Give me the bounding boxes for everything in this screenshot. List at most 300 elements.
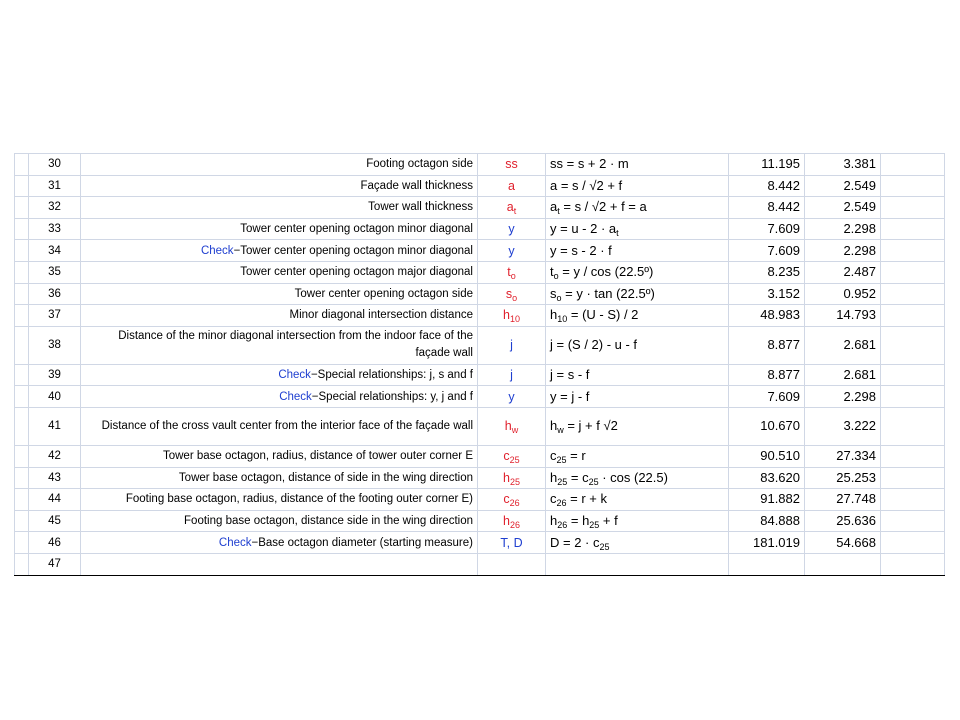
formula-cell[interactable] [546,240,729,262]
check-label: Check [200,244,234,257]
symbol-text: h [503,470,510,485]
row-gutter-cell[interactable] [15,510,29,532]
check-label: Check [278,369,311,382]
symbol-cell[interactable] [478,218,546,240]
table-row [15,240,945,262]
description-text: Façade wall thickness [360,179,473,192]
row-gutter-cell[interactable] [15,532,29,554]
value-cell-2[interactable] [805,445,881,467]
description-text: Distance of the cross vault center from the interior face of the façade wall [101,419,473,432]
formula-text: = r [566,448,586,464]
row-number-cell[interactable] [29,532,81,554]
row-number-cell[interactable] [29,261,81,283]
value-1: 91.882 [760,491,800,507]
value-2: 25.253 [836,469,876,485]
table-row [15,305,945,327]
symbol-cell[interactable] [478,532,546,554]
symbol-cell[interactable] [478,240,546,262]
formula-text: h [550,513,558,529]
empty-cell[interactable] [881,305,945,327]
row-number-cell[interactable] [29,553,81,575]
formula-text: = (U - S) / 2 [567,307,639,323]
description-cell[interactable] [81,532,478,554]
symbol-text: t [507,265,511,280]
row-number: 34 [48,244,61,257]
value-2: 3.381 [843,156,876,172]
empty-cell[interactable] [881,154,945,176]
row-number-cell[interactable] [29,445,81,467]
value-1: 11.195 [761,156,800,172]
value-cell-2[interactable] [805,467,881,489]
symbol-text: j [510,368,513,383]
formula-text: y = u - 2 · a [550,221,617,237]
formula-cell[interactable] [546,154,729,176]
description-text: Distance of the minor diagonal intersection from the indoor face of the façade wall [118,330,473,360]
formula-text: c [550,491,557,507]
table-row [15,197,945,219]
value-2: 27.748 [836,491,876,507]
value-cell-1[interactable] [729,197,805,219]
description-text: Tower center opening octagon minor diagonal [240,223,473,236]
value-cell-1[interactable] [729,489,805,511]
row-gutter-cell[interactable] [15,489,29,511]
description-cell[interactable] [81,240,478,262]
formula-text: h [550,418,558,434]
value-cell-2[interactable] [805,510,881,532]
description-cell[interactable] [81,510,478,532]
formula-text: = c [567,469,589,485]
description-cell[interactable] [81,445,478,467]
value-cell-2[interactable] [805,326,881,364]
table-row [15,467,945,489]
value-cell-1[interactable] [729,175,805,197]
row-number: 42 [48,450,61,463]
formula-cell[interactable] [546,364,729,386]
value-1: 90.510 [760,448,800,464]
value-2: 2.549 [843,177,876,193]
check-separator: − [233,244,241,257]
table-row [15,407,945,445]
description-text: Footing base octagon, radius, distance of the footing outer corner E) [125,493,473,506]
empty-cell[interactable] [881,467,945,489]
symbol-cell[interactable] [478,197,546,219]
formula-text: D = 2 · c [550,534,600,550]
value-2: 27.334 [836,448,876,464]
formula-text: s [550,285,557,301]
row-number: 30 [48,158,61,171]
symbol-text: c [503,492,510,507]
symbol-text: ss [505,157,518,172]
empty-cell[interactable] [881,407,945,445]
formula-subscript: 25 [589,520,600,531]
value-cell-2[interactable] [805,489,881,511]
symbol-cell[interactable] [478,386,546,408]
symbol-cell[interactable] [478,305,546,327]
symbol-text: c [503,449,510,464]
row-gutter-cell[interactable] [15,154,29,176]
formula-text: y = j - f [550,388,590,404]
value-1: 8.442 [767,177,800,193]
formula-text: + f [599,513,618,529]
row-number-cell[interactable] [29,240,81,262]
row-number: 44 [48,493,61,506]
description-cell[interactable] [81,154,478,176]
symbol-subscript: w [511,425,519,436]
value-cell-1[interactable] [729,553,805,575]
description-cell[interactable] [81,218,478,240]
value-cell-2[interactable] [805,532,881,554]
symbol-cell[interactable] [478,407,546,445]
spreadsheet [14,153,944,576]
symbol-subscript: o [512,292,518,303]
value-cell-1[interactable] [729,445,805,467]
row-number: 39 [48,369,61,382]
row-number: 32 [48,201,61,214]
table-row [15,364,945,386]
formula-subscript: 25 [556,455,567,466]
description-cell[interactable] [81,553,478,575]
value-cell-2[interactable] [805,305,881,327]
row-number: 41 [48,420,61,433]
table-row [15,386,945,408]
row-number: 47 [48,558,61,571]
value-1: 8.877 [767,337,800,353]
formula-text: h [550,469,558,485]
symbol-text: y [508,389,515,404]
empty-cell[interactable] [881,489,945,511]
row-number: 45 [48,515,61,528]
value-1: 7.609 [767,242,800,258]
formula-text: · cos (22.5) [598,469,668,485]
formula-subscript: 25 [599,541,610,552]
value-1: 3.152 [767,285,800,301]
row-gutter-cell[interactable] [15,283,29,305]
value-2: 14.793 [836,307,876,323]
value-cell-2[interactable] [805,364,881,386]
description-cell[interactable] [81,197,478,219]
empty-cell[interactable] [881,218,945,240]
row-number-cell[interactable] [29,305,81,327]
formula-text: c [550,448,557,464]
formula-cell[interactable] [546,261,729,283]
formula-cell[interactable] [546,489,729,511]
row-number-cell[interactable] [29,197,81,219]
symbol-cell[interactable] [478,283,546,305]
formula-cell[interactable] [546,175,729,197]
formula-text: = r + k [566,491,607,507]
row-number: 37 [48,309,61,322]
formula-subscript: t [616,228,619,239]
formula-cell[interactable] [546,510,729,532]
description-cell[interactable] [81,283,478,305]
row-gutter-cell[interactable] [15,553,29,575]
description-cell[interactable] [81,407,478,445]
value-cell-1[interactable] [729,305,805,327]
description-text: Tower center opening octagon side [294,287,473,300]
symbol-text: h [503,514,510,529]
formula-subscript: 26 [557,520,568,531]
formula-text: y = s - 2 · f [550,242,612,258]
formula-text: = y · tan (22.5º) [561,285,655,301]
symbol-subscript: 25 [509,455,520,466]
value-cell-2[interactable] [805,218,881,240]
symbol-cell[interactable] [478,553,546,575]
row-gutter-cell[interactable] [15,364,29,386]
row-gutter-cell[interactable] [15,407,29,445]
formula-cell[interactable] [546,467,729,489]
formula-text: j = s - f [550,367,590,383]
value-cell-1[interactable] [729,532,805,554]
table-row [15,326,945,364]
formula-cell[interactable] [546,386,729,408]
symbol-cell[interactable] [478,445,546,467]
symbol-text: j [510,338,513,353]
formula-cell[interactable] [546,305,729,327]
table-row [15,154,945,176]
symbol-cell[interactable] [478,510,546,532]
row-gutter-cell[interactable] [15,175,29,197]
value-2: 3.222 [843,418,876,434]
value-1: 8.877 [767,367,800,383]
row-number-cell[interactable] [29,407,81,445]
formula-cell[interactable] [546,326,729,364]
empty-cell[interactable] [881,261,945,283]
symbol-text: s [505,286,513,301]
formula-text: j = (S / 2) - u - f [550,337,638,353]
formula-cell[interactable] [546,197,729,219]
value-cell-1[interactable] [729,154,805,176]
description-text: Tower base octagon, radius, distance of tower outer corner E [162,450,473,463]
value-cell-1[interactable] [729,283,805,305]
symbol-cell[interactable] [478,467,546,489]
value-cell-2[interactable] [805,553,881,575]
value-1: 181.019 [753,534,800,550]
row-number: 36 [48,287,61,300]
row-number-cell[interactable] [29,218,81,240]
check-separator: − [310,369,318,382]
symbol-cell[interactable] [478,326,546,364]
value-cell-1[interactable] [729,240,805,262]
symbol-subscript: t [513,206,517,217]
table-row [15,553,945,575]
row-gutter-cell[interactable] [15,218,29,240]
formula-text: t [550,264,554,280]
symbol-text: a [508,178,515,193]
symbol-text: h [504,419,512,434]
formula-text: a [550,199,558,215]
table-row [15,445,945,467]
row-gutter-cell[interactable] [15,240,29,262]
row-gutter-cell[interactable] [15,326,29,364]
value-1: 48.983 [760,307,800,323]
value-cell-2[interactable] [805,154,881,176]
symbol-text: a [506,200,514,215]
empty-cell[interactable] [881,326,945,364]
value-2: 2.298 [843,242,876,258]
formula-cell[interactable] [546,532,729,554]
description-text: Tower wall thickness [368,201,473,214]
value-1: 8.442 [767,199,800,215]
symbol-cell[interactable] [478,154,546,176]
row-number: 43 [48,471,61,484]
formula-cell[interactable] [546,407,729,445]
formula-text: = j + f √2 [563,418,618,434]
formula-cell[interactable] [546,283,729,305]
value-cell-2[interactable] [805,283,881,305]
value-2: 0.952 [843,285,876,301]
empty-cell[interactable] [881,364,945,386]
empty-cell[interactable] [881,553,945,575]
empty-cell[interactable] [881,532,945,554]
description-text: Footing octagon side [366,158,473,171]
empty-cell[interactable] [881,386,945,408]
value-2: 2.298 [843,221,876,237]
value-2: 2.549 [843,199,876,215]
formula-cell[interactable] [546,445,729,467]
symbol-cell[interactable] [478,489,546,511]
row-number-cell[interactable] [29,364,81,386]
value-1: 10.670 [760,418,800,434]
value-cell-1[interactable] [729,510,805,532]
value-2: 25.636 [836,513,876,529]
symbol-cell[interactable] [478,175,546,197]
description-text: Tower base octagon, distance of side in the wing direction [178,471,473,484]
table-row [15,489,945,511]
value-1: 84.888 [760,513,800,529]
value-1: 7.609 [767,221,800,237]
check-label: Check [279,390,312,403]
row-number-cell[interactable] [29,283,81,305]
table-row [15,510,945,532]
value-cell-2[interactable] [805,240,881,262]
formula-cell[interactable] [546,218,729,240]
description-text: Footing base octagon, distance side in the wing direction [184,515,473,528]
row-number-cell[interactable] [29,386,81,408]
description-cell[interactable] [81,386,478,408]
value-2: 2.681 [843,337,876,353]
value-2: 2.487 [843,264,876,280]
formula-text: h [550,307,558,323]
row-number-cell[interactable] [29,489,81,511]
check-label: Check [218,536,252,549]
row-number: 38 [48,339,61,352]
value-cell-1[interactable] [729,386,805,408]
symbol-text: T, D [500,535,523,550]
description-cell[interactable] [81,467,478,489]
row-number-cell[interactable] [29,175,81,197]
check-separator: − [251,536,259,549]
symbol-subscript: 26 [509,498,520,509]
description-text: Special relationships: y, j and f [318,390,473,403]
description-cell[interactable] [81,305,478,327]
row-gutter-cell[interactable] [15,445,29,467]
table-row [15,283,945,305]
value-cell-2[interactable] [805,261,881,283]
row-number-cell[interactable] [29,510,81,532]
empty-cell[interactable] [881,240,945,262]
row-number-cell[interactable] [29,154,81,176]
value-cell-2[interactable] [805,175,881,197]
formula-text: = y / cos (22.5º) [558,264,654,280]
row-number: 33 [48,223,61,236]
description-text: Tower center opening octagon major diagonal [240,266,473,279]
row-number-cell[interactable] [29,326,81,364]
row-gutter-cell[interactable] [15,197,29,219]
description-text: Base octagon diameter (starting measure) [258,536,473,549]
formula-text: = h [567,513,590,529]
formula-subscript: t [557,206,560,217]
description-cell[interactable] [81,261,478,283]
symbol-subscript: 10 [509,314,520,325]
description-text: Special relationships: j, s and f [317,369,473,382]
formula-subscript: o [556,292,562,303]
value-cell-1[interactable] [729,218,805,240]
symbol-subscript: 25 [509,476,520,487]
value-1: 7.609 [767,388,800,404]
symbol-text: h [503,308,510,323]
description-cell[interactable] [81,326,478,364]
value-1: 8.235 [767,264,800,280]
table-body [15,154,945,576]
empty-cell[interactable] [881,510,945,532]
row-number-cell[interactable] [29,467,81,489]
symbol-text: y [508,243,515,258]
value-cell-1[interactable] [729,467,805,489]
value-cell-1[interactable] [729,326,805,364]
description-text: Tower center opening octagon minor diagonal [240,244,473,257]
row-number: 46 [48,536,61,549]
empty-cell[interactable] [881,197,945,219]
formula-cell[interactable] [546,553,729,575]
value-cell-2[interactable] [805,386,881,408]
table-row [15,218,945,240]
value-2: 54.668 [836,534,876,550]
empty-cell[interactable] [881,445,945,467]
empty-cell[interactable] [881,283,945,305]
value-cell-1[interactable] [729,364,805,386]
value-cell-2[interactable] [805,407,881,445]
row-gutter-cell[interactable] [15,261,29,283]
empty-cell[interactable] [881,175,945,197]
table-row [15,261,945,283]
row-number: 31 [48,179,61,192]
row-gutter-cell[interactable] [15,305,29,327]
symbol-text: y [508,222,515,237]
row-gutter-cell[interactable] [15,467,29,489]
value-cell-2[interactable] [805,197,881,219]
formula-text: a = s / √2 + f [550,177,623,193]
formula-subscript: 26 [556,498,567,509]
value-2: 2.681 [843,367,876,383]
symbol-cell[interactable] [478,364,546,386]
value-cell-1[interactable] [729,261,805,283]
description-cell[interactable] [81,175,478,197]
row-number: 40 [48,390,61,403]
symbol-subscript: o [510,271,516,282]
row-gutter-cell[interactable] [15,386,29,408]
symbol-cell[interactable] [478,261,546,283]
value-cell-1[interactable] [729,407,805,445]
symbol-subscript: 26 [509,520,520,531]
description-cell[interactable] [81,489,478,511]
formula-subscript: w [557,425,564,436]
description-cell[interactable] [81,364,478,386]
formula-text: ss = s + 2 · m [550,156,629,172]
table-row [15,175,945,197]
row-number: 35 [48,266,61,279]
value-2: 2.298 [843,388,876,404]
description-text: Minor diagonal intersection distance [289,309,473,322]
